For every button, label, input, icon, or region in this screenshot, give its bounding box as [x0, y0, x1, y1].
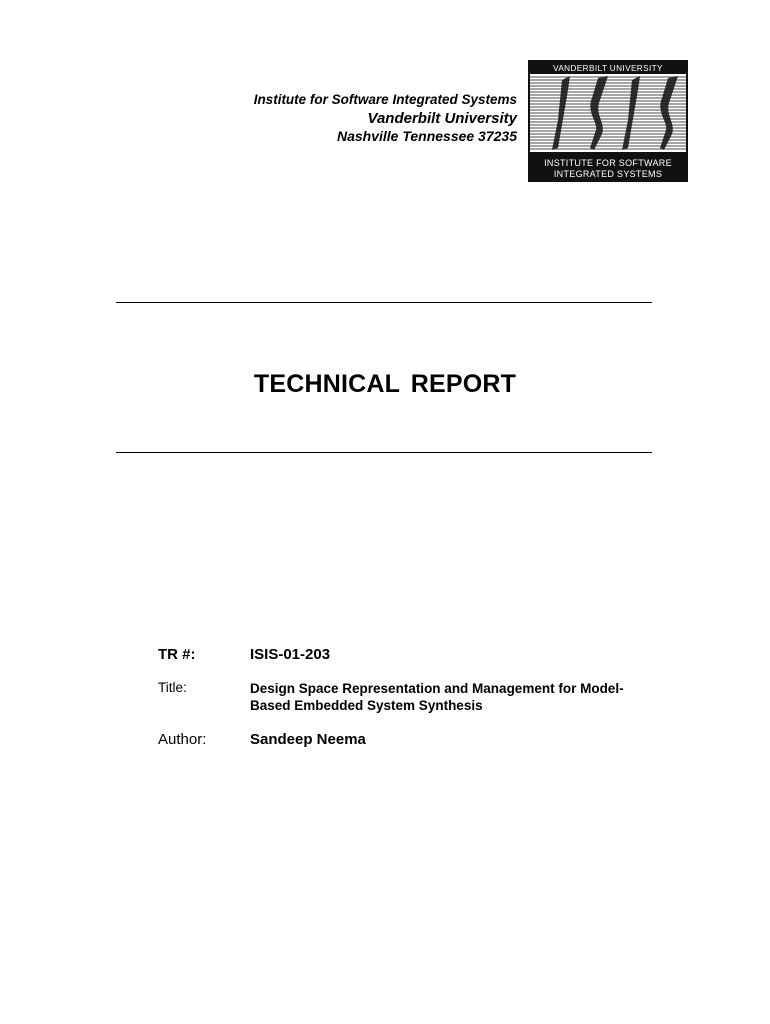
tr-number-value: ISIS-01-203: [250, 646, 331, 663]
title-label: Title:: [158, 680, 187, 695]
logo-bottom-text-2: INTEGRATED SYSTEMS: [553, 169, 663, 179]
author-value: Sandeep Neema: [250, 731, 366, 748]
top-divider: [116, 302, 652, 303]
report-heading: TECHNICAL REPORT: [253, 370, 517, 398]
logo-top-text: VANDERBILT UNIVERSITY: [553, 64, 663, 73]
title-value: Design Space Representation and Management for Model-Based Embedded System Synthesis: [250, 681, 624, 713]
university-name: Vanderbilt University: [367, 110, 517, 127]
isis-logo: [528, 60, 688, 182]
university-address: Nashville Tennessee 37235: [336, 128, 517, 144]
institute-name: Institute for Software Integrated Systems: [253, 92, 517, 107]
logo-bottom-text-1: INSTITUTE FOR SOFTWARE: [544, 158, 672, 168]
bottom-divider: [116, 452, 652, 453]
author-label: Author:: [158, 731, 207, 748]
tr-number-label: TR #:: [158, 646, 196, 663]
